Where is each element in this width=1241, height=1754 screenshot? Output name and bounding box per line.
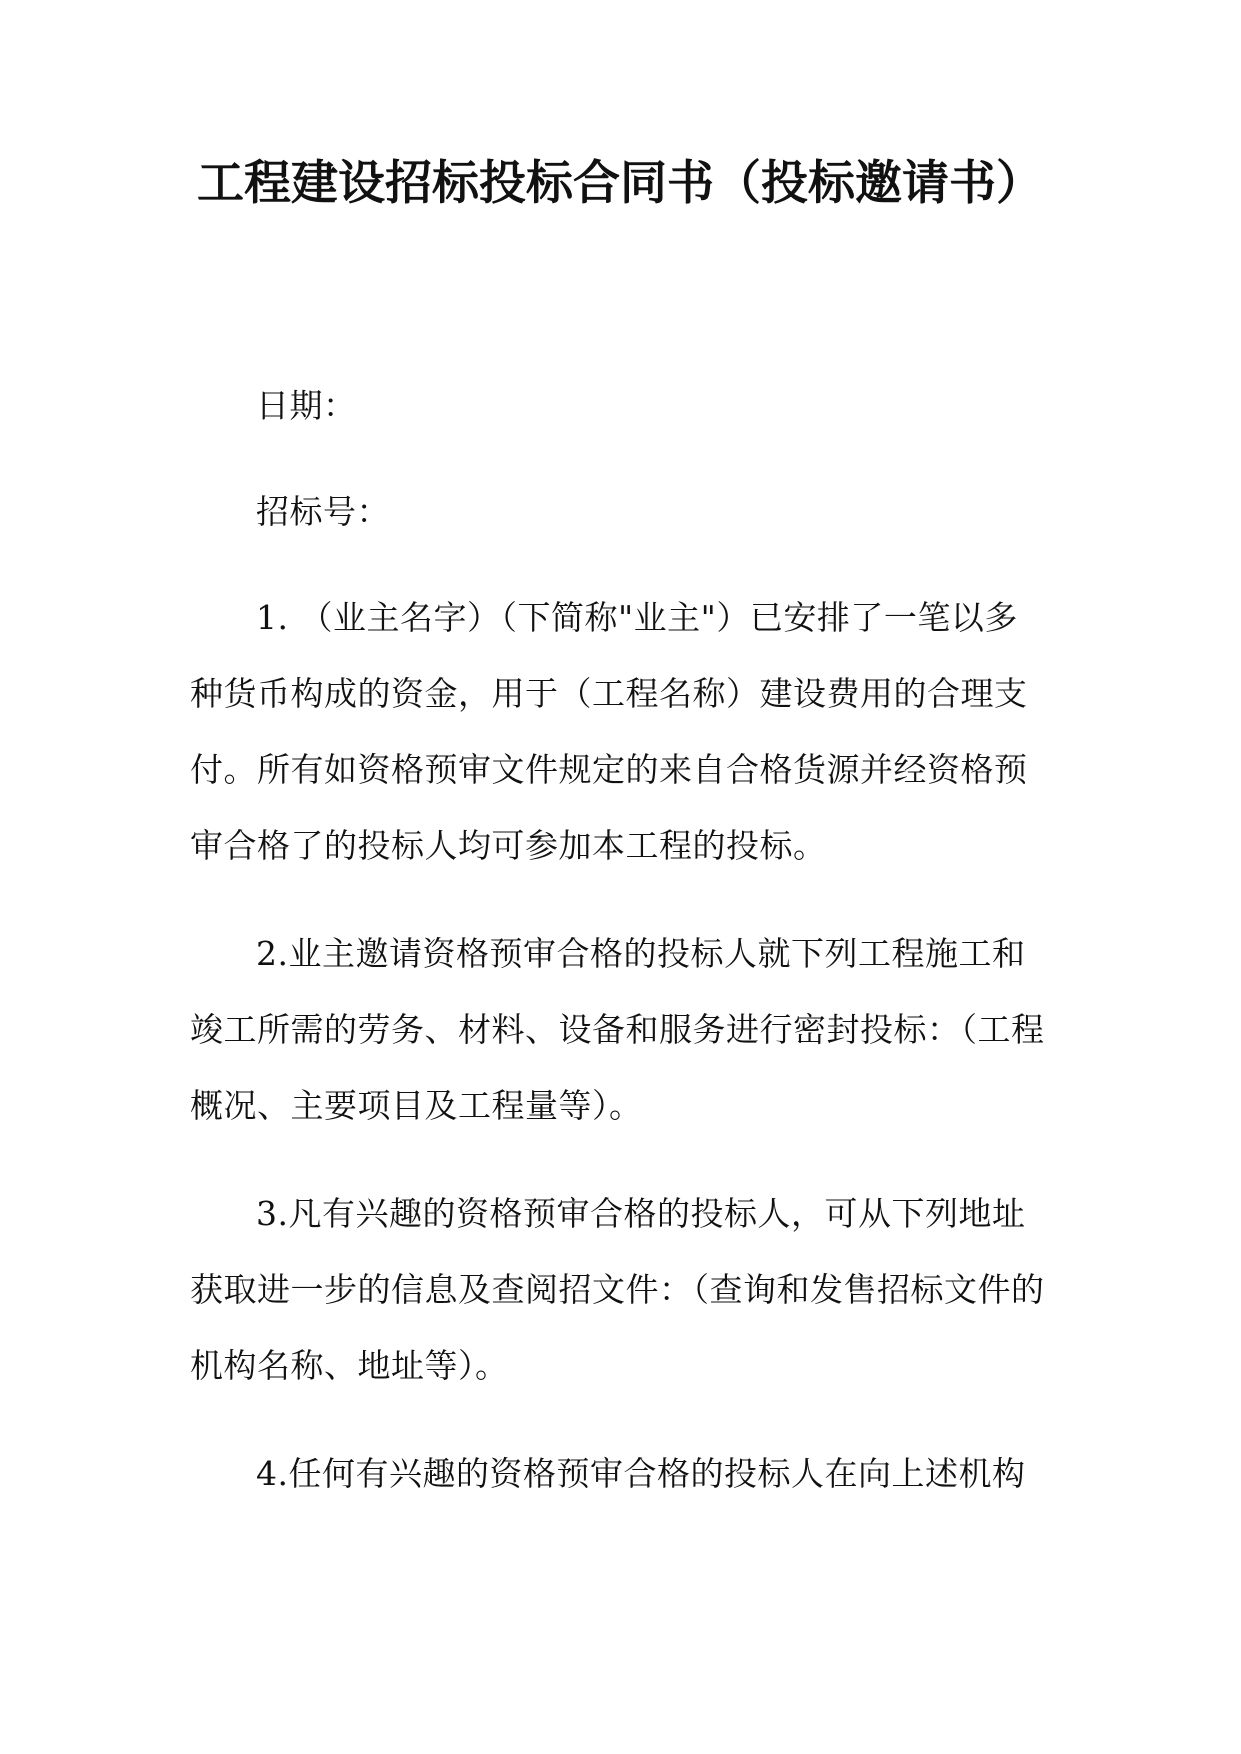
document-title: 工程建设招标投标合同书（投标邀请书） [197,156,1043,211]
paragraph-4: 4.任何有兴趣的资格预审合格的投标人在向上述机构 [256,1454,1026,1493]
date-field: 日期： [256,386,357,425]
paragraph-2: 2.业主邀请资格预审合格的投标人就下列工程施工和竣工所需的劳务、材料、设备和服务进行密封投标：（工程概况、主要项目及工程量等）。 [190,934,1045,1125]
paragraph-1: 1. （业主名字）（下简称"业主"）已安排了一笔以多种货币构成的资金，用于（工程名称）建设费用的合理支付。所有如资格预审文件规定的来自合格货源并经资格预审合格了的投标人均可参加本工程的投标。 [190,598,1028,865]
tender-number-field: 招标号： [256,492,390,531]
paragraph-3: 3.凡有兴趣的资格预审合格的投标人，可从下列地址获取进一步的信息及查阅招文件：（查询和发售招标文件的机构名称、地址等）。 [190,1194,1045,1385]
document-body [190,368,1050,1544]
